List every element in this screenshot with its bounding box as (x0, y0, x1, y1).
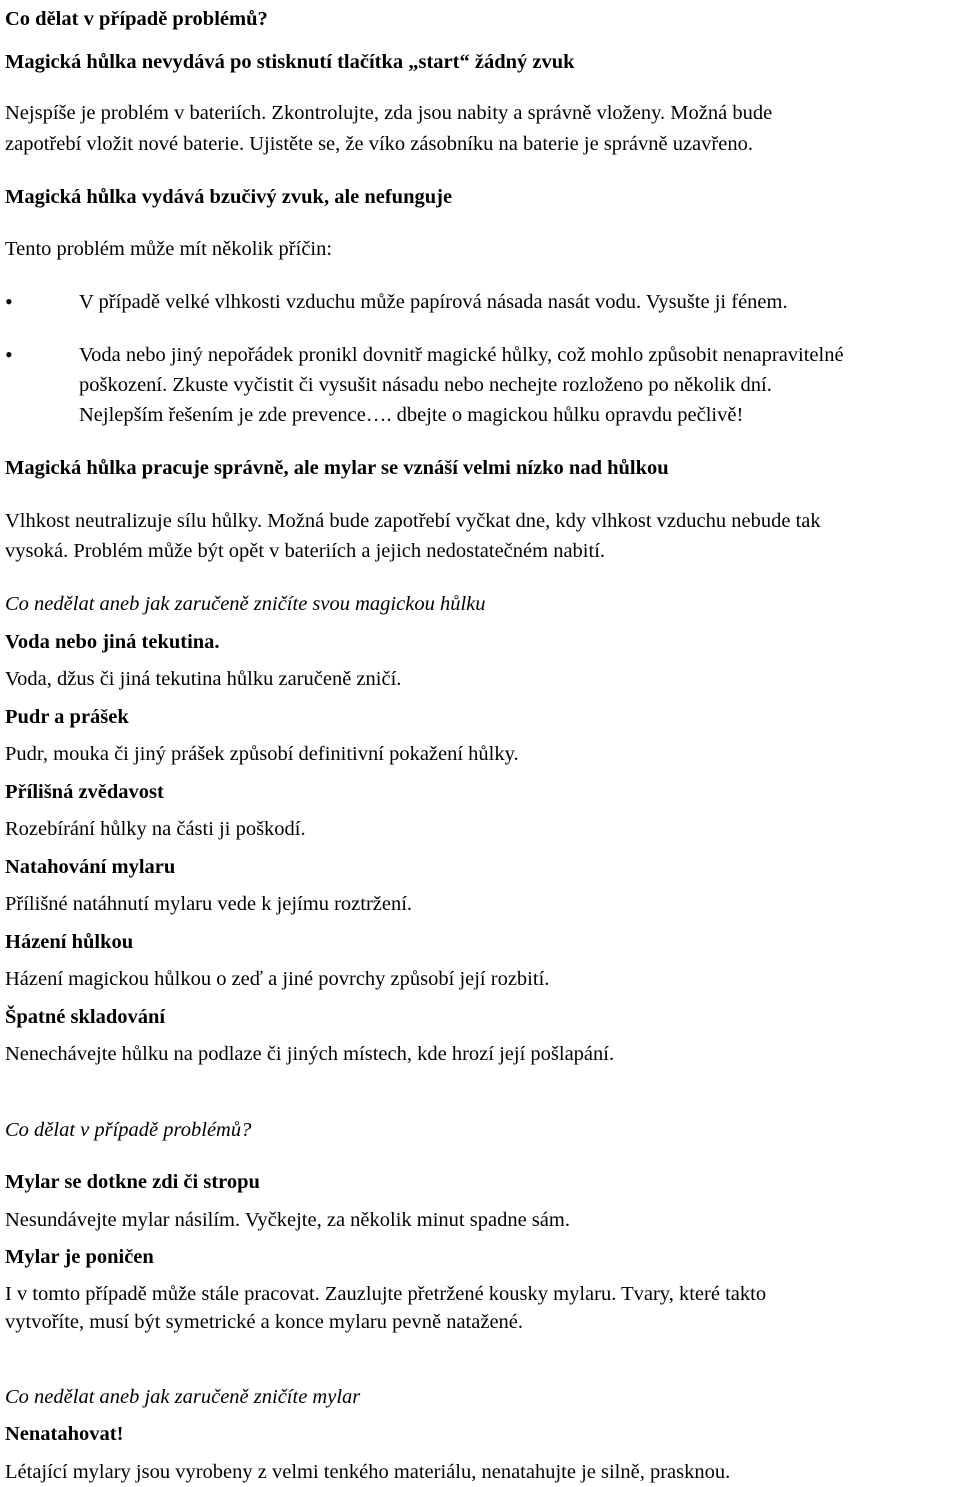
section-title-problems: Co dělat v případě problémů? (5, 8, 268, 30)
heading-no-stretch: Nenatahovat! (5, 1423, 124, 1445)
item-heading: Pudr a prášek (5, 706, 129, 728)
item-text: Voda, džus či jiná tekutina hůlku zaručeně zničí. (5, 668, 402, 690)
heading-buzzing: Magická hůlka vydává bzučivý zvuk, ale nefunguje (5, 186, 453, 208)
list-item-line: Nejlepším řešením je zde prevence…. dbejte o magickou hůlku opravdu pečlivě! (79, 404, 744, 426)
paragraph-line: zapotřebí vložit nové baterie. Ujistěte se, že víko zásobníku na baterie je správně uzavřeno. (5, 133, 753, 155)
paragraph-line: Tento problém může mít několik příčin: (5, 238, 333, 260)
paragraph-line: Nejspíše je problém v bateriích. Zkontrolujte, zda jsou nabity a správně vloženy. Možná bude (5, 102, 773, 124)
bullet-icon: • (5, 342, 13, 367)
paragraph-line: Vlhkost neutralizuje sílu hůlky. Možná bude zapotřebí vyčkat dne, kdy vlhkost vzduchu nebude tak (5, 510, 821, 532)
item-heading: Natahování mylaru (5, 856, 176, 878)
list-item-line: poškození. Zkuste vyčistit či vysušit násadu nebo nechejte rozloženo po několik dní. (79, 374, 772, 396)
heading-no-sound: Magická hůlka nevydává po stisknutí tlačítka „start“ žádný zvuk (5, 51, 575, 73)
paragraph-line: I v tomto případě může stále pracovat. Zauzlujte přetržené kousky mylaru. Tvary, které takto (5, 1283, 767, 1305)
list-item-line: Voda nebo jiný nepořádek pronikl dovnitř magické hůlky, což mohlo způsobit nenapravitelné (79, 344, 844, 366)
item-text: Přílišné natáhnutí mylaru vede k jejímu roztržení. (5, 893, 413, 915)
heading-mylar-damaged: Mylar je poničen (5, 1246, 154, 1268)
heading-mylar-ceiling: Mylar se dotkne zdi či stropu (5, 1171, 260, 1193)
item-heading: Špatné skladování (5, 1006, 166, 1028)
item-text: Házení magickou hůlkou o zeď a jiné povrchy způsobí její rozbití. (5, 968, 550, 990)
list-item: V případě velké vlhkosti vzduchu může papírová násada nasát vodu. Vysušte ji fénem. (79, 291, 788, 313)
item-text: Rozebírání hůlky na části ji poškodí. (5, 818, 306, 840)
item-heading: Přílišná zvědavost (5, 781, 164, 803)
section-title-dont-mylar: Co nedělat aneb jak zaručeně zničíte mylar (5, 1386, 361, 1408)
bullet-icon: • (5, 289, 13, 314)
paragraph-line: vytvoříte, musí být symetrické a konce mylaru pevně natažené. (5, 1311, 524, 1333)
item-text: Pudr, mouka či jiný prášek způsobí definitivní pokažení hůlky. (5, 743, 519, 765)
item-heading: Voda nebo jiná tekutina. (5, 631, 220, 653)
paragraph-line: Létající mylary jsou vyrobeny z velmi tenkého materiálu, nenatahujte je silně, prasknou. (5, 1461, 731, 1483)
paragraph-line: vysoká. Problém může být opět v bateriích a jejich nedostatečném nabití. (5, 540, 606, 562)
heading-low-mylar: Magická hůlka pracuje správně, ale mylar se vznáší velmi nízko nad hůlkou (5, 457, 669, 479)
item-heading: Házení hůlkou (5, 931, 134, 953)
item-text: Nenechávejte hůlku na podlaze či jiných místech, kde hrozí její pošlapání. (5, 1043, 615, 1065)
paragraph-line: Nesundávejte mylar násilím. Vyčkejte, za několik minut spadne sám. (5, 1209, 570, 1231)
section-title-mylar-problems: Co dělat v případě problémů? (5, 1119, 252, 1141)
section-title-dont-wand: Co nedělat aneb jak zaručeně zničíte svou magickou hůlku (5, 593, 486, 615)
